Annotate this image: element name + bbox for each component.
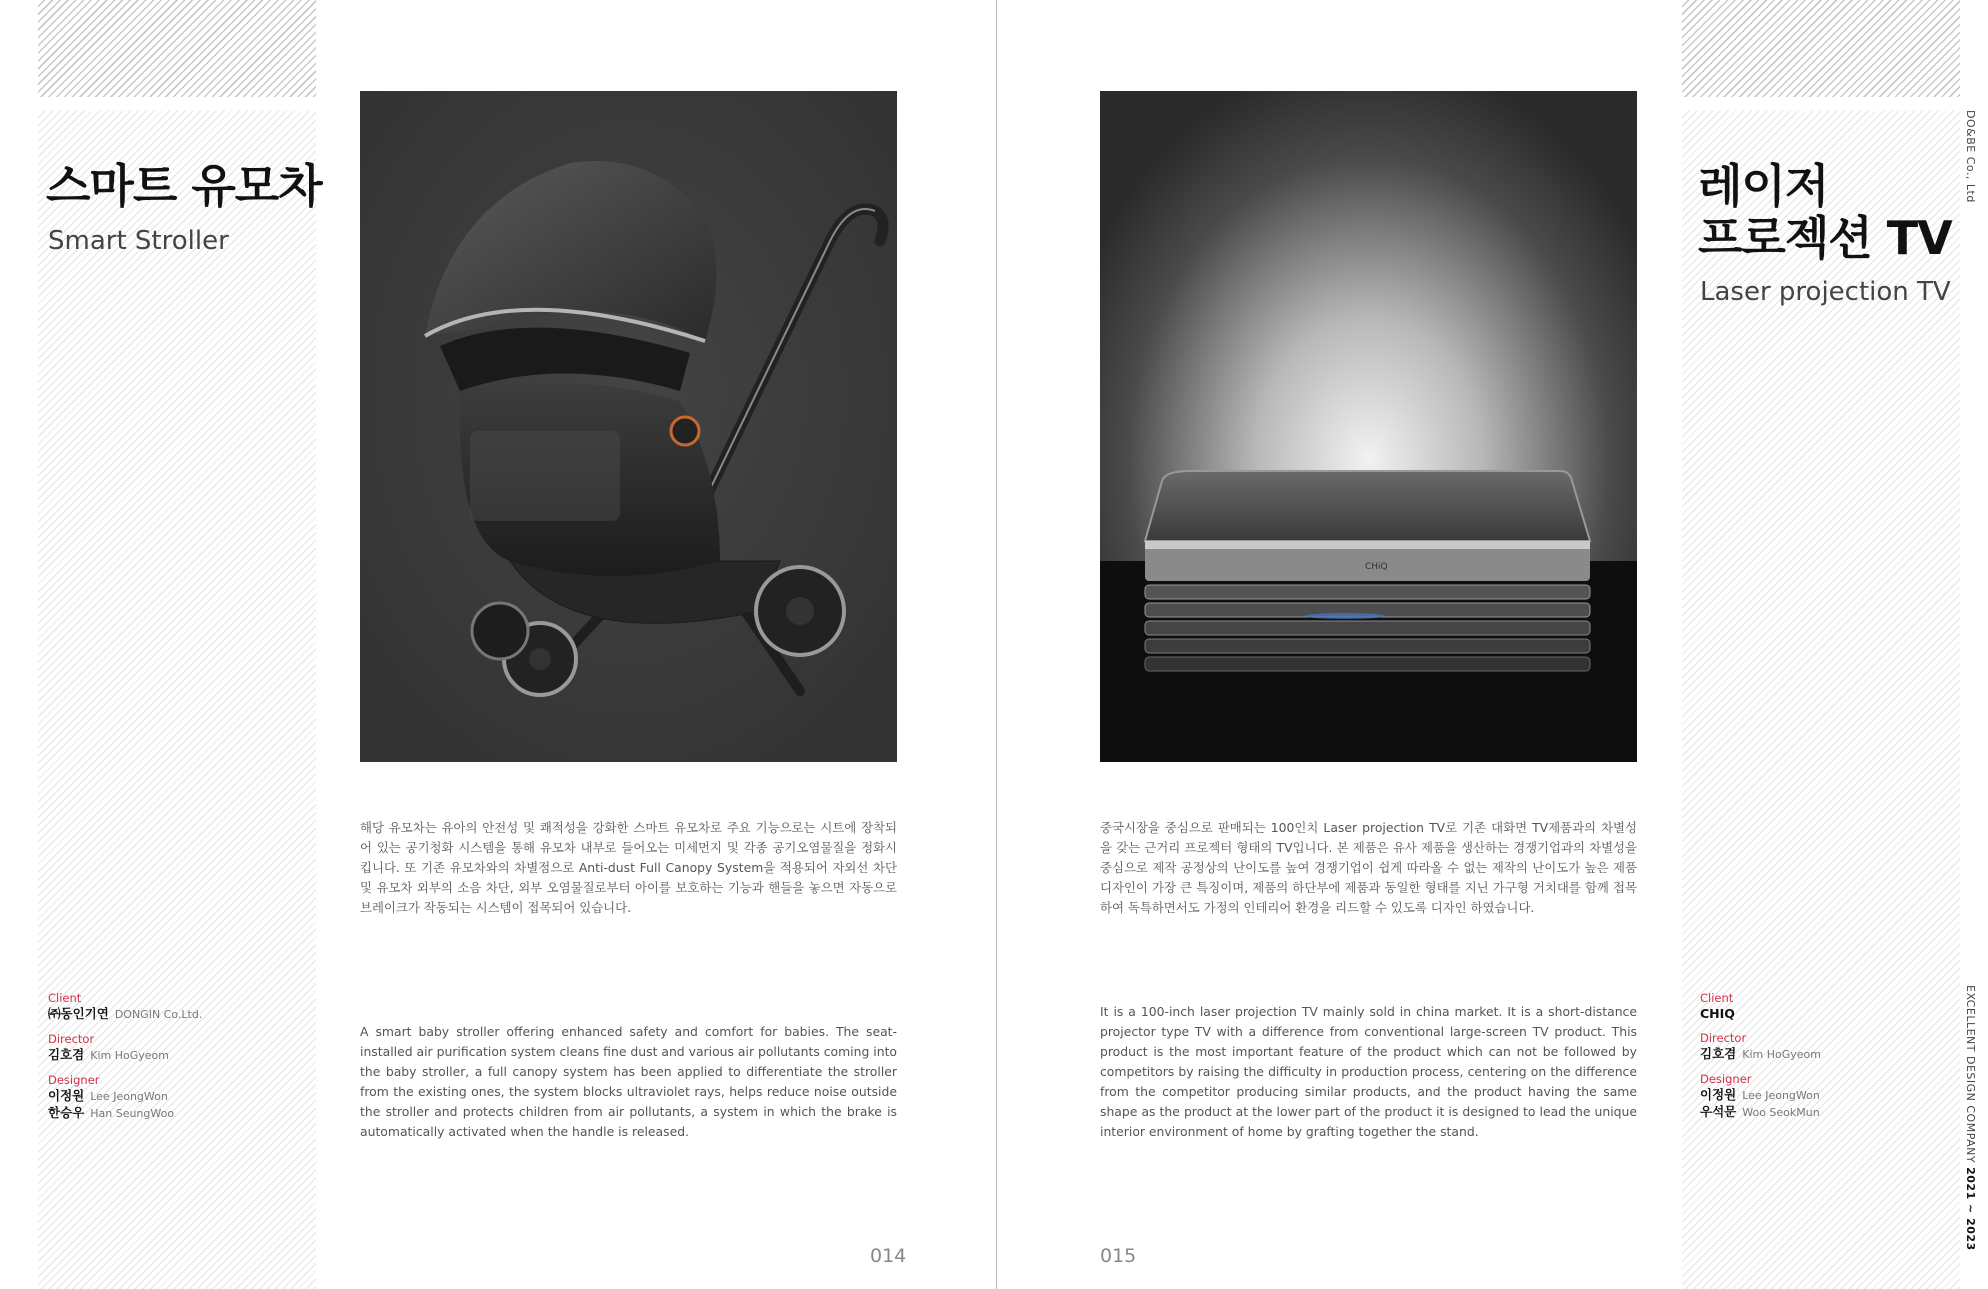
designer-name-1: 이정원 Lee JeongWon	[48, 1088, 168, 1103]
projector-illustration	[1100, 91, 1637, 762]
client-label: Client	[48, 991, 82, 1005]
page-gutter	[996, 0, 997, 1289]
left-hatch-top	[38, 0, 316, 97]
client-name: CHIQ	[1700, 1006, 1735, 1021]
chiq-logo: CHiQ	[1365, 562, 1388, 572]
left-title-en: Smart Stroller	[48, 226, 229, 256]
director-label: Director	[1700, 1031, 1747, 1045]
designer-name-2: 우석문 Woo SeokMun	[1700, 1104, 1820, 1119]
designer-name-1: 이정원 Lee JeongWon	[1700, 1087, 1820, 1102]
left-title-ko: 스마트 유모차	[46, 159, 322, 213]
right-desc-ko: 중국시장을 중심으로 판매되는 100인치 Laser projection TV로 기존 대화면 TV제품과의 차별성을 갖는 근거리 프로젝터 형태의 TV입니다. 본 제품은 유사 제품을 생산하는 경쟁기업과의 차별성을 중심으로 제작 공정상의 난이도를 높여 경쟁기업이 쉽게 따라올 수 없는 제작의 난이도가 높은 제품 디자인이 가장 큰 특징이며, 제품의 하단부에 제품과 동일한 형태를 지닌 가구형 거치대를 함께 접목하여 독특하면서도 가정의 인테리어 환경을 리드할 수 있도록 디자인 하였습니다.	[1100, 820, 1637, 915]
client-name: ㈜동인기연 DONGIN Co.Ltd.	[48, 1006, 203, 1021]
left-credits	[48, 990, 308, 1122]
designer-label: Designer	[48, 1073, 100, 1087]
director-name: 김호겸 Kim HoGyeom	[1700, 1046, 1821, 1061]
right-desc-en: It is a 100-inch laser projection TV mainly sold in china market. It is a short-distance projector type TV with a difference from conventional large-screen TV product. This product is the most important feature of the product which can not be followed by competitors by raising the difficulty in production process, centering on the difference from the competitor producing similar products, and the product having the same shape as the product at the lower part of the product it is designed to lead the unique interior environment of home by grafting together the stand.	[1100, 1004, 1637, 1139]
stroller-photo	[360, 91, 897, 762]
stroller-illustration	[360, 91, 897, 762]
director-name: 김호겸 Kim HoGyeom	[48, 1047, 169, 1062]
book-side-label: EXCELLENT DESIGN COMPANY 2021 ~ 2023	[1964, 985, 1977, 1251]
client-label: Client	[1700, 991, 1734, 1005]
right-title-en: Laser projection TV	[1700, 277, 1951, 307]
projector-photo	[1100, 91, 1637, 762]
company-side-label: DO&BE Co., Ltd	[1964, 110, 1977, 203]
left-desc-en: A smart baby stroller offering enhanced safety and comfort for babies. The seat-installed air purification system cleans fine dust and various air pollutants coming into the baby stroller, a full canopy system has been applied to differentiate the stroller from the existing ones, the system blocks ultraviolet rays, helps reduce noise outside the stroller and protects children from air pollutants, a system in which the brake is automatically activated when the handle is released.	[360, 1024, 898, 1139]
director-label: Director	[48, 1032, 95, 1046]
right-credits	[1700, 990, 1950, 1121]
right-title-ko-line2: 프로젝션 TV	[1698, 211, 1952, 265]
right-hatch-top	[1682, 0, 1960, 97]
right-title-ko-line1: 레이저	[1698, 159, 1829, 213]
left-page-number: 014	[870, 1245, 907, 1267]
left-desc-ko: 해당 유모차는 유아의 안전성 및 쾌적성을 강화한 스마트 유모차로 주요 기능으로는 시트에 장착되어 있는 공기청화 시스템을 통해 유모차 내부로 들어오는 미세먼지 및 각종 공기오염물질을 정화시킵니다. 또 기존 유모차와의 차별점으로 Anti-dust Full Canopy System을 적용되어 자외선 차단 및 유모차 외부의 소음 차단, 외부 오염물질로부터 아이를 보호하는 기능과 핸들을 놓으면 자동으로 브레이크가 작동되는 시스템이 접목되어 있습니다.	[360, 820, 897, 915]
right-page-number: 015	[1100, 1245, 1137, 1267]
designer-name-2: 한승우 Han SeungWoo	[48, 1105, 175, 1120]
designer-label: Designer	[1700, 1072, 1752, 1086]
